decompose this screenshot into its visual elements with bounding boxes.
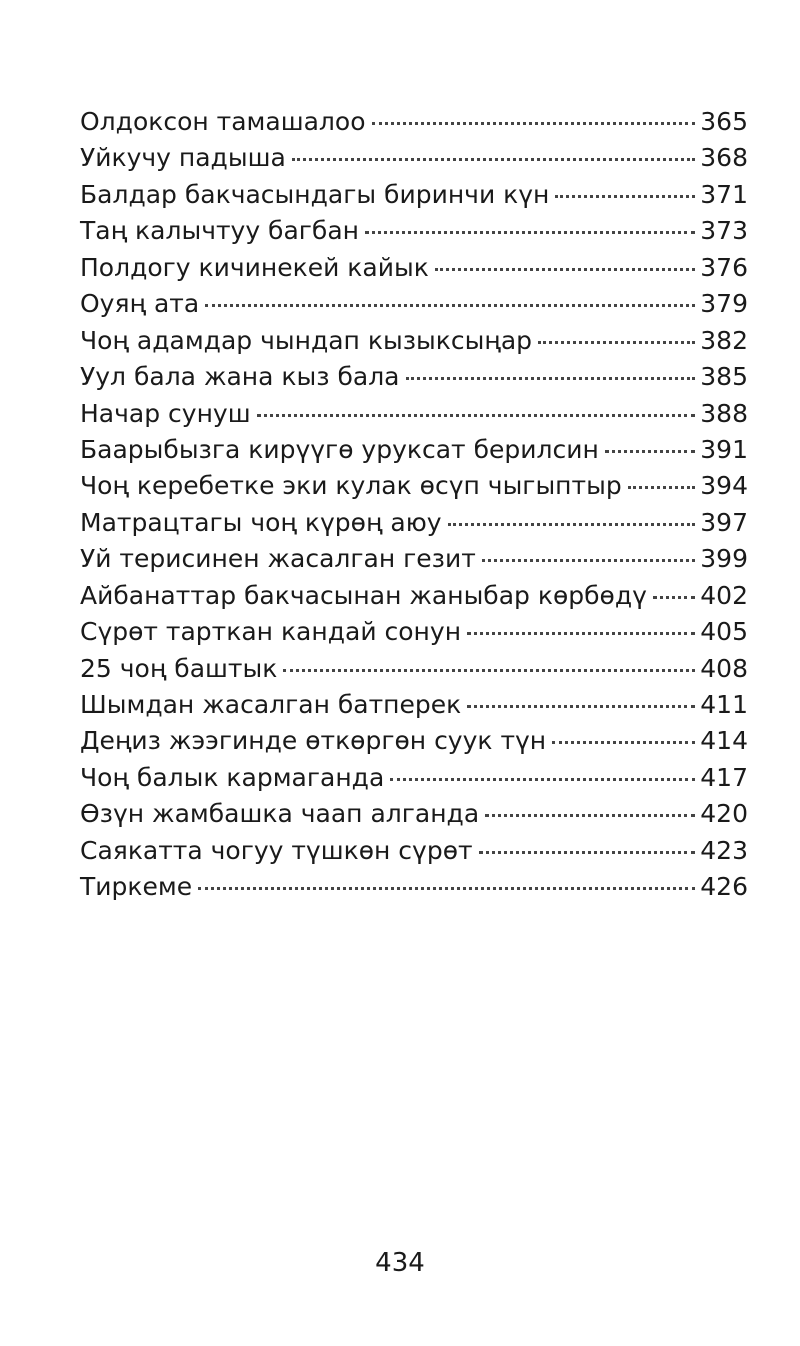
toc-entry	[80, 723, 748, 759]
dot-leader	[479, 850, 695, 854]
toc-entry	[80, 250, 748, 286]
toc-entry	[80, 833, 748, 869]
toc-entry-page: 408	[700, 653, 748, 683]
toc-entry-title: Начар сунуш	[80, 398, 251, 428]
toc-entry-page: 414	[700, 726, 748, 756]
dot-leader	[555, 194, 695, 198]
toc-entry-page: 388	[700, 398, 748, 428]
toc-entry	[80, 760, 748, 796]
toc-entry-page: 417	[700, 762, 748, 792]
toc-entry-title: Матрацтагы чоң күрөң аюу	[80, 507, 442, 537]
toc-entry-title: Шымдан жасалган батперек	[80, 690, 462, 719]
dot-leader	[390, 777, 695, 781]
toc-entry	[80, 541, 748, 577]
toc-entry-page: 385	[700, 362, 748, 392]
toc-entry-page: 397	[700, 507, 748, 537]
toc-entry-page: 423	[700, 835, 748, 865]
dot-leader	[283, 668, 695, 672]
toc-entry	[80, 213, 748, 249]
toc-entry-title: Сүрөт тарткан кандай сонун	[80, 617, 462, 647]
toc-entry-page: 399	[700, 544, 748, 574]
toc-entry-title: Полдогу кичинекей кайык	[80, 252, 429, 282]
toc-entry	[80, 687, 748, 723]
dot-leader	[205, 303, 695, 307]
dot-leader	[467, 631, 695, 635]
dot-leader	[538, 340, 695, 344]
toc-entry-title: Балдар бакчасындагы биринчи күн	[80, 179, 550, 209]
table-of-contents	[80, 104, 748, 906]
toc-entry-page: 376	[700, 252, 748, 282]
toc-entry-title: Чоң керебетке эки кулак өсүп чыгыптыр	[80, 471, 622, 501]
toc-entry	[80, 104, 748, 140]
toc-entry	[80, 796, 748, 832]
dot-leader	[292, 157, 695, 161]
toc-entry	[80, 578, 748, 614]
dot-leader	[198, 886, 695, 890]
toc-entry	[80, 869, 748, 905]
toc-entry	[80, 177, 748, 213]
toc-entry-page: 420	[700, 799, 748, 829]
toc-entry-title: Уул бала жана кыз бала	[80, 362, 400, 392]
dot-leader	[435, 267, 695, 271]
dot-leader	[372, 121, 696, 125]
toc-entry-page: 411	[700, 690, 748, 719]
dot-leader	[448, 522, 695, 526]
page-number: 434	[375, 1248, 425, 1278]
toc-entry-page: 426	[700, 872, 748, 902]
toc-entry-page: 371	[700, 179, 748, 209]
toc-entry	[80, 359, 748, 395]
toc-entry	[80, 432, 748, 468]
toc-entry-page: 365	[700, 107, 748, 136]
toc-entry-title: Деңиз жээгинде өткөргөн суук түн	[80, 726, 547, 756]
toc-entry-page: 373	[700, 216, 748, 246]
toc-entry	[80, 396, 748, 432]
toc-entry-page: 382	[700, 325, 748, 355]
dot-leader	[628, 485, 695, 489]
toc-entry	[80, 614, 748, 650]
toc-entry-title: Айбанаттар бакчасынан жаныбар көрбөдү	[80, 580, 647, 610]
dot-leader	[406, 376, 695, 380]
toc-entry-title: Оуяң ата	[80, 289, 200, 319]
toc-entry-title: Тиркеме	[80, 872, 193, 902]
dot-leader	[653, 595, 695, 599]
toc-entry	[80, 140, 748, 176]
toc-entry-page: 405	[700, 617, 748, 647]
toc-entry-page: 394	[700, 471, 748, 501]
dot-leader	[365, 230, 695, 234]
dot-leader	[552, 740, 695, 744]
toc-entry	[80, 286, 748, 322]
toc-entry-page: 402	[700, 580, 748, 610]
toc-entry	[80, 651, 748, 687]
toc-entry-title: Таң калычтуу багбан	[80, 216, 360, 246]
toc-entry-title: Чоң балык кармаганда	[80, 762, 385, 792]
dot-leader	[467, 704, 695, 708]
toc-entry-title: Саякатта чогуу түшкөн сүрөт	[80, 835, 473, 865]
dot-leader	[482, 558, 695, 562]
toc-entry-title: Уйкучу падыша	[80, 143, 286, 173]
toc-entry	[80, 468, 748, 504]
dot-leader	[257, 413, 695, 417]
toc-entry-title: Чоң адамдар чындап кызыксыңар	[80, 325, 533, 355]
toc-entry	[80, 323, 748, 359]
toc-entry-page: 391	[700, 434, 748, 464]
toc-entry-title: Баарыбызга кирүүгө уруксат берилсин	[80, 434, 599, 464]
toc-entry-page: 379	[700, 289, 748, 319]
toc-entry-title: Өзүн жамбашка чаап алганда	[80, 799, 480, 829]
toc-entry	[80, 505, 748, 541]
toc-entry-page: 368	[700, 143, 748, 173]
dot-leader	[485, 813, 695, 817]
dot-leader	[605, 449, 695, 453]
toc-entry-title: 25 чоң баштык	[80, 653, 278, 683]
toc-entry-title: Уй терисинен жасалган гезит	[80, 544, 476, 574]
toc-entry-title: Олдоксон тамашалоо	[80, 107, 366, 136]
